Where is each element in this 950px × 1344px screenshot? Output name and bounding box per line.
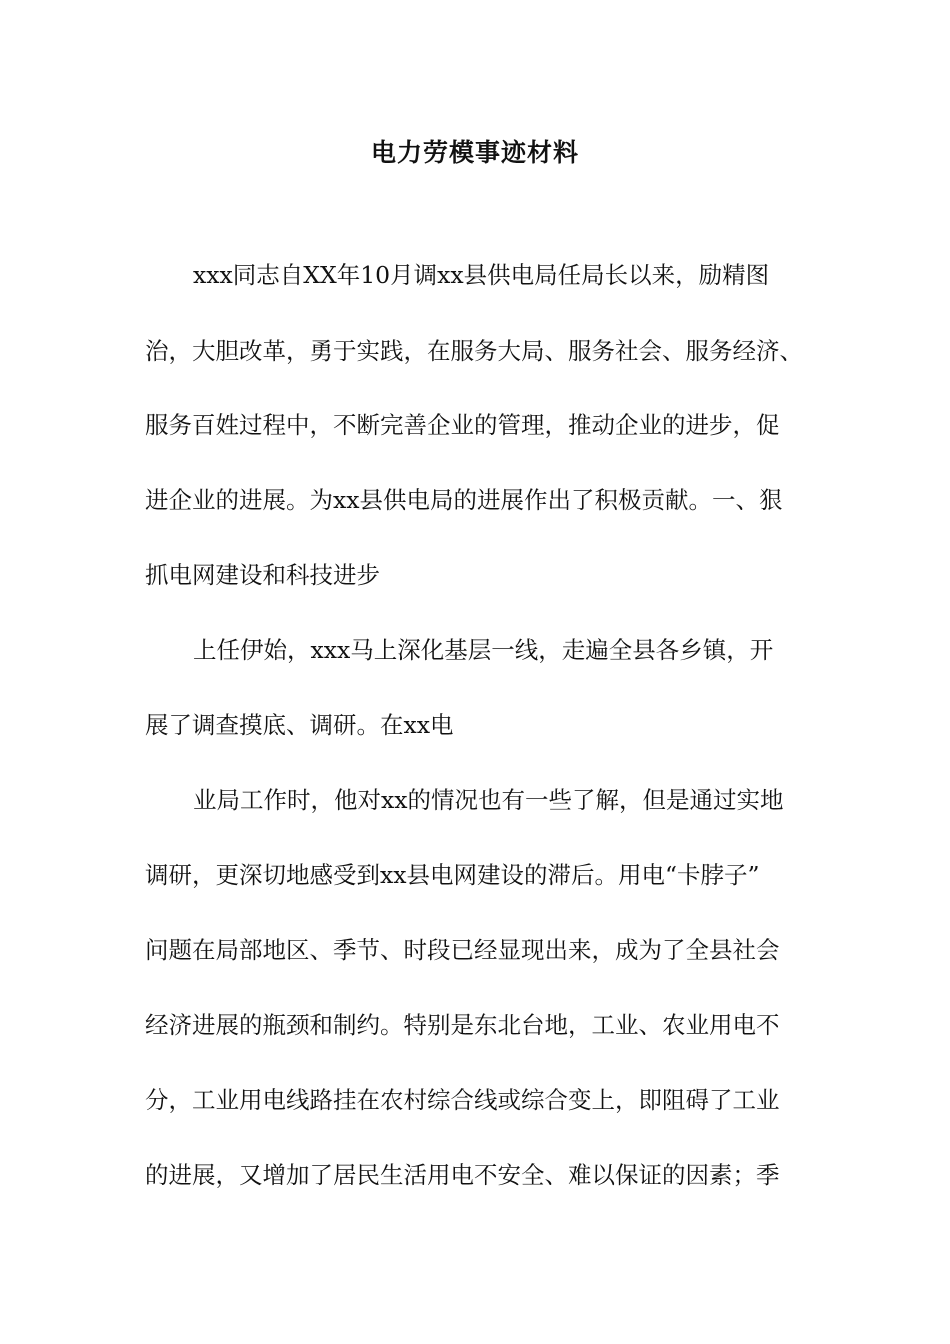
body-line-5: 抓电网建设和科技进步 (145, 561, 380, 589)
body-line-4: 进企业的进展。为xx县供电局的进展作出了积极贡献。一、狠 (145, 486, 783, 514)
document-title: 电力劳模事迹材料 (370, 138, 579, 167)
body-line-7: 展了调查摸底、调研。在xx电 (145, 711, 454, 739)
body-line-9: 调研，更深切地感受到xx县电网建设的滞后。用电“卡脖子” (145, 861, 760, 889)
body-line-8: 业局工作时，他对xx的情况也有一些了解，但是通过实地 (193, 786, 784, 814)
body-line-3: 服务百姓过程中，不断完善企业的管理，推动企业的进步，促 (145, 411, 780, 439)
body-line-11: 经济进展的瓶颈和制约。特别是东北台地，工业、农业用电不 (145, 1011, 780, 1039)
body-line-6: 上任伊始，xxx马上深化基层一线，走遍全县各乡镇，开 (193, 636, 774, 664)
body-line-12: 分，工业用电线路挂在农村综合线或综合变上，即阻碍了工业 (145, 1086, 780, 1114)
body-line-2: 治，大胆改革，勇于实践，在服务大局、服务社会、服务经济、 (145, 337, 803, 365)
body-line-10: 问题在局部地区、季节、时段已经显现出来，成为了全县社会 (145, 936, 780, 964)
body-line-13: 的进展，又增加了居民生活用电不安全、难以保证的因素；季 (145, 1161, 780, 1189)
body-line-1: xxx同志自XX年10月调xx县供电局任局长以来，励精图 (193, 261, 770, 289)
